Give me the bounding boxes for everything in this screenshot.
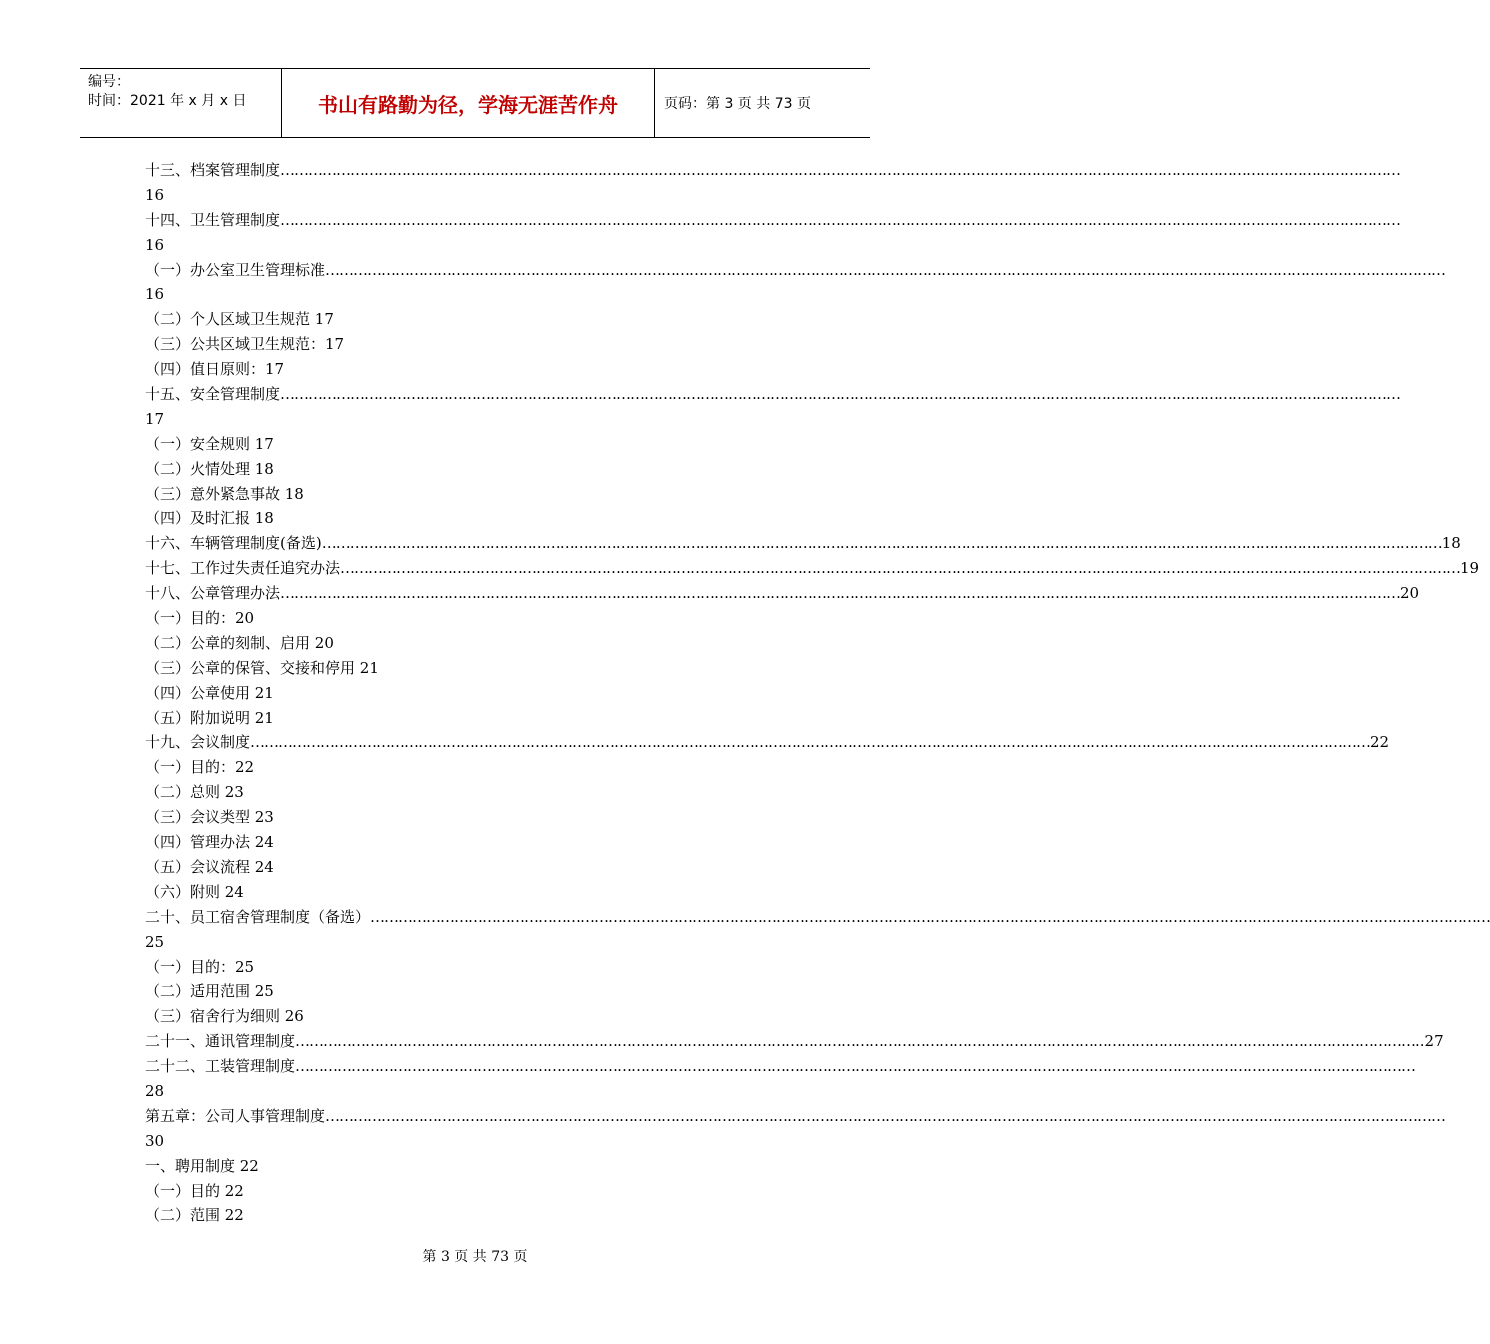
toc-entry: （二）总则 23 — [145, 783, 244, 802]
table-of-contents — [145, 158, 1490, 1228]
toc-entry: 30 — [145, 1131, 165, 1150]
toc-dot-leader: …………………………………………………………………………………………………………………………………………………………………………………………………………………… — [280, 161, 1401, 179]
toc-page-number: 19 — [1460, 559, 1480, 578]
toc-entry: （五）会议流程 24 — [145, 857, 274, 876]
header-motto: 书山有路勤为径，学海无涯苦作舟 — [318, 92, 618, 117]
toc-entry: （五）附加说明 21 — [145, 708, 274, 727]
header-divider — [654, 69, 655, 137]
toc-entry: 28 — [145, 1081, 165, 1100]
toc-entry — [145, 158, 1401, 183]
toc-page-number: 20 — [1400, 584, 1420, 603]
toc-entry — [145, 1029, 1444, 1054]
toc-entry-title: 十四、卫生管理制度 — [145, 210, 281, 229]
toc-entry: （二）范围 22 — [145, 1206, 244, 1225]
toc-entry — [145, 581, 1420, 606]
toc-entry: （一）安全规则 17 — [145, 434, 274, 453]
toc-dot-leader: …………………………………………………………………………………………………………………………………………………………………………………………………………………… — [280, 584, 1401, 603]
toc-entry: 16 — [145, 185, 165, 204]
header-meta — [88, 73, 246, 111]
header-page-label: 页码：第 3 页 共 73 页 — [664, 96, 811, 112]
toc-entry-title: 十九、会议制度 — [145, 733, 251, 752]
toc-entry: （二）适用范围 25 — [145, 982, 274, 1001]
toc-entry: （三）意外紧急事故 18 — [145, 484, 304, 503]
toc-entry — [145, 1104, 1446, 1129]
toc-entry-title: 十八、公章管理办法 — [145, 584, 281, 603]
toc-dot-leader: …………………………………………………………………………………………………………………………………………………………………………………………………………………… — [325, 1106, 1446, 1125]
toc-entry: 一、聘用制度 22 — [145, 1156, 259, 1175]
toc-dot-leader: …………………………………………………………………………………………………………………………………………………………………………………………………………………… — [280, 385, 1401, 404]
page-footer: 第 3 页 共 73 页 — [422, 1249, 528, 1265]
toc-entry: （二）个人区域卫生规范 17 — [145, 310, 334, 329]
toc-page-number: 22 — [1370, 733, 1390, 752]
toc-entry: （三）宿舍行为细则 26 — [145, 1007, 304, 1026]
toc-entry: （三）公章的保管、交接和停用 21 — [145, 658, 379, 677]
toc-entry — [145, 208, 1401, 233]
toc-entry-title: （一）办公室卫生管理标准 — [145, 260, 326, 279]
toc-entry: （四）值日原则：17 — [145, 360, 285, 379]
toc-entry-title: 第五章：公司人事管理制度 — [145, 1106, 326, 1125]
page-header — [80, 68, 870, 138]
toc-entry: （一）目的 22 — [145, 1181, 244, 1200]
toc-dot-leader: …………………………………………………………………………………………………………………………………………………………………………………………………………………… — [280, 210, 1401, 229]
toc-entry — [145, 730, 1390, 755]
toc-entry-title: 二十一、通讯管理制度 — [145, 1032, 296, 1051]
toc-entry-title: 二十、员工宿舍管理制度（备选） — [145, 907, 371, 926]
toc-dot-leader: …………………………………………………………………………………………………………………………………………………………………………………………………………………… — [321, 534, 1442, 553]
toc-entry — [145, 905, 1490, 930]
toc-entry-title: 十三、档案管理制度 — [145, 161, 281, 179]
toc-dot-leader: …………………………………………………………………………………………………………………………………………………………………………………………………………………… — [325, 260, 1446, 279]
toc-entry: 16 — [145, 285, 165, 304]
toc-entry: （四）管理办法 24 — [145, 833, 274, 852]
toc-entry: （二）火情处理 18 — [145, 459, 274, 478]
toc-dot-leader: …………………………………………………………………………………………………………………………………………………………………………………………………………………… — [295, 1057, 1416, 1076]
toc-entry — [145, 556, 1480, 581]
toc-entry: （四）公章使用 21 — [145, 683, 274, 702]
toc-entry-title: 十五、安全管理制度 — [145, 385, 281, 404]
toc-entry-title: 十七、工作过失责任追究办法 — [145, 559, 341, 578]
toc-dot-leader: …………………………………………………………………………………………………………………………………………………………………………………………………………………… — [370, 907, 1490, 926]
toc-entry: （六）附则 24 — [145, 882, 244, 901]
toc-entry — [145, 258, 1446, 283]
toc-dot-leader: …………………………………………………………………………………………………………………………………………………………………………………………………………………… — [250, 733, 1371, 752]
toc-entry: （一）目的：25 — [145, 957, 255, 976]
toc-dot-leader: …………………………………………………………………………………………………………………………………………………………………………………………………………………… — [340, 559, 1461, 578]
toc-entry: （一）目的：22 — [145, 758, 255, 777]
toc-entry — [145, 531, 1461, 556]
toc-entry: （三）会议类型 23 — [145, 808, 274, 827]
toc-page-number: 18 — [1441, 534, 1461, 553]
toc-entry: （三）公共区域卫生规范：17 — [145, 335, 345, 354]
toc-entry-title: 二十二、工装管理制度 — [145, 1057, 296, 1076]
toc-entry: （二）公章的刻制、启用 20 — [145, 633, 334, 652]
toc-entry: 16 — [145, 235, 165, 254]
number-label: 编号： — [88, 74, 130, 90]
toc-dot-leader: …………………………………………………………………………………………………………………………………………………………………………………………………………………… — [295, 1032, 1416, 1051]
toc-entry: 17 — [145, 409, 165, 428]
toc-entry — [145, 1054, 1416, 1079]
toc-entry: （四）及时汇报 18 — [145, 509, 274, 528]
toc-entry — [145, 382, 1401, 407]
toc-entry-title: 十六、车辆管理制度(备选) — [145, 534, 322, 553]
toc-page-number: ..27 — [1415, 1032, 1444, 1051]
toc-entry: （一）目的：20 — [145, 609, 255, 628]
date-label: 时间：2021 年 x 月 x 日 — [88, 93, 247, 109]
toc-entry: 25 — [145, 932, 165, 951]
